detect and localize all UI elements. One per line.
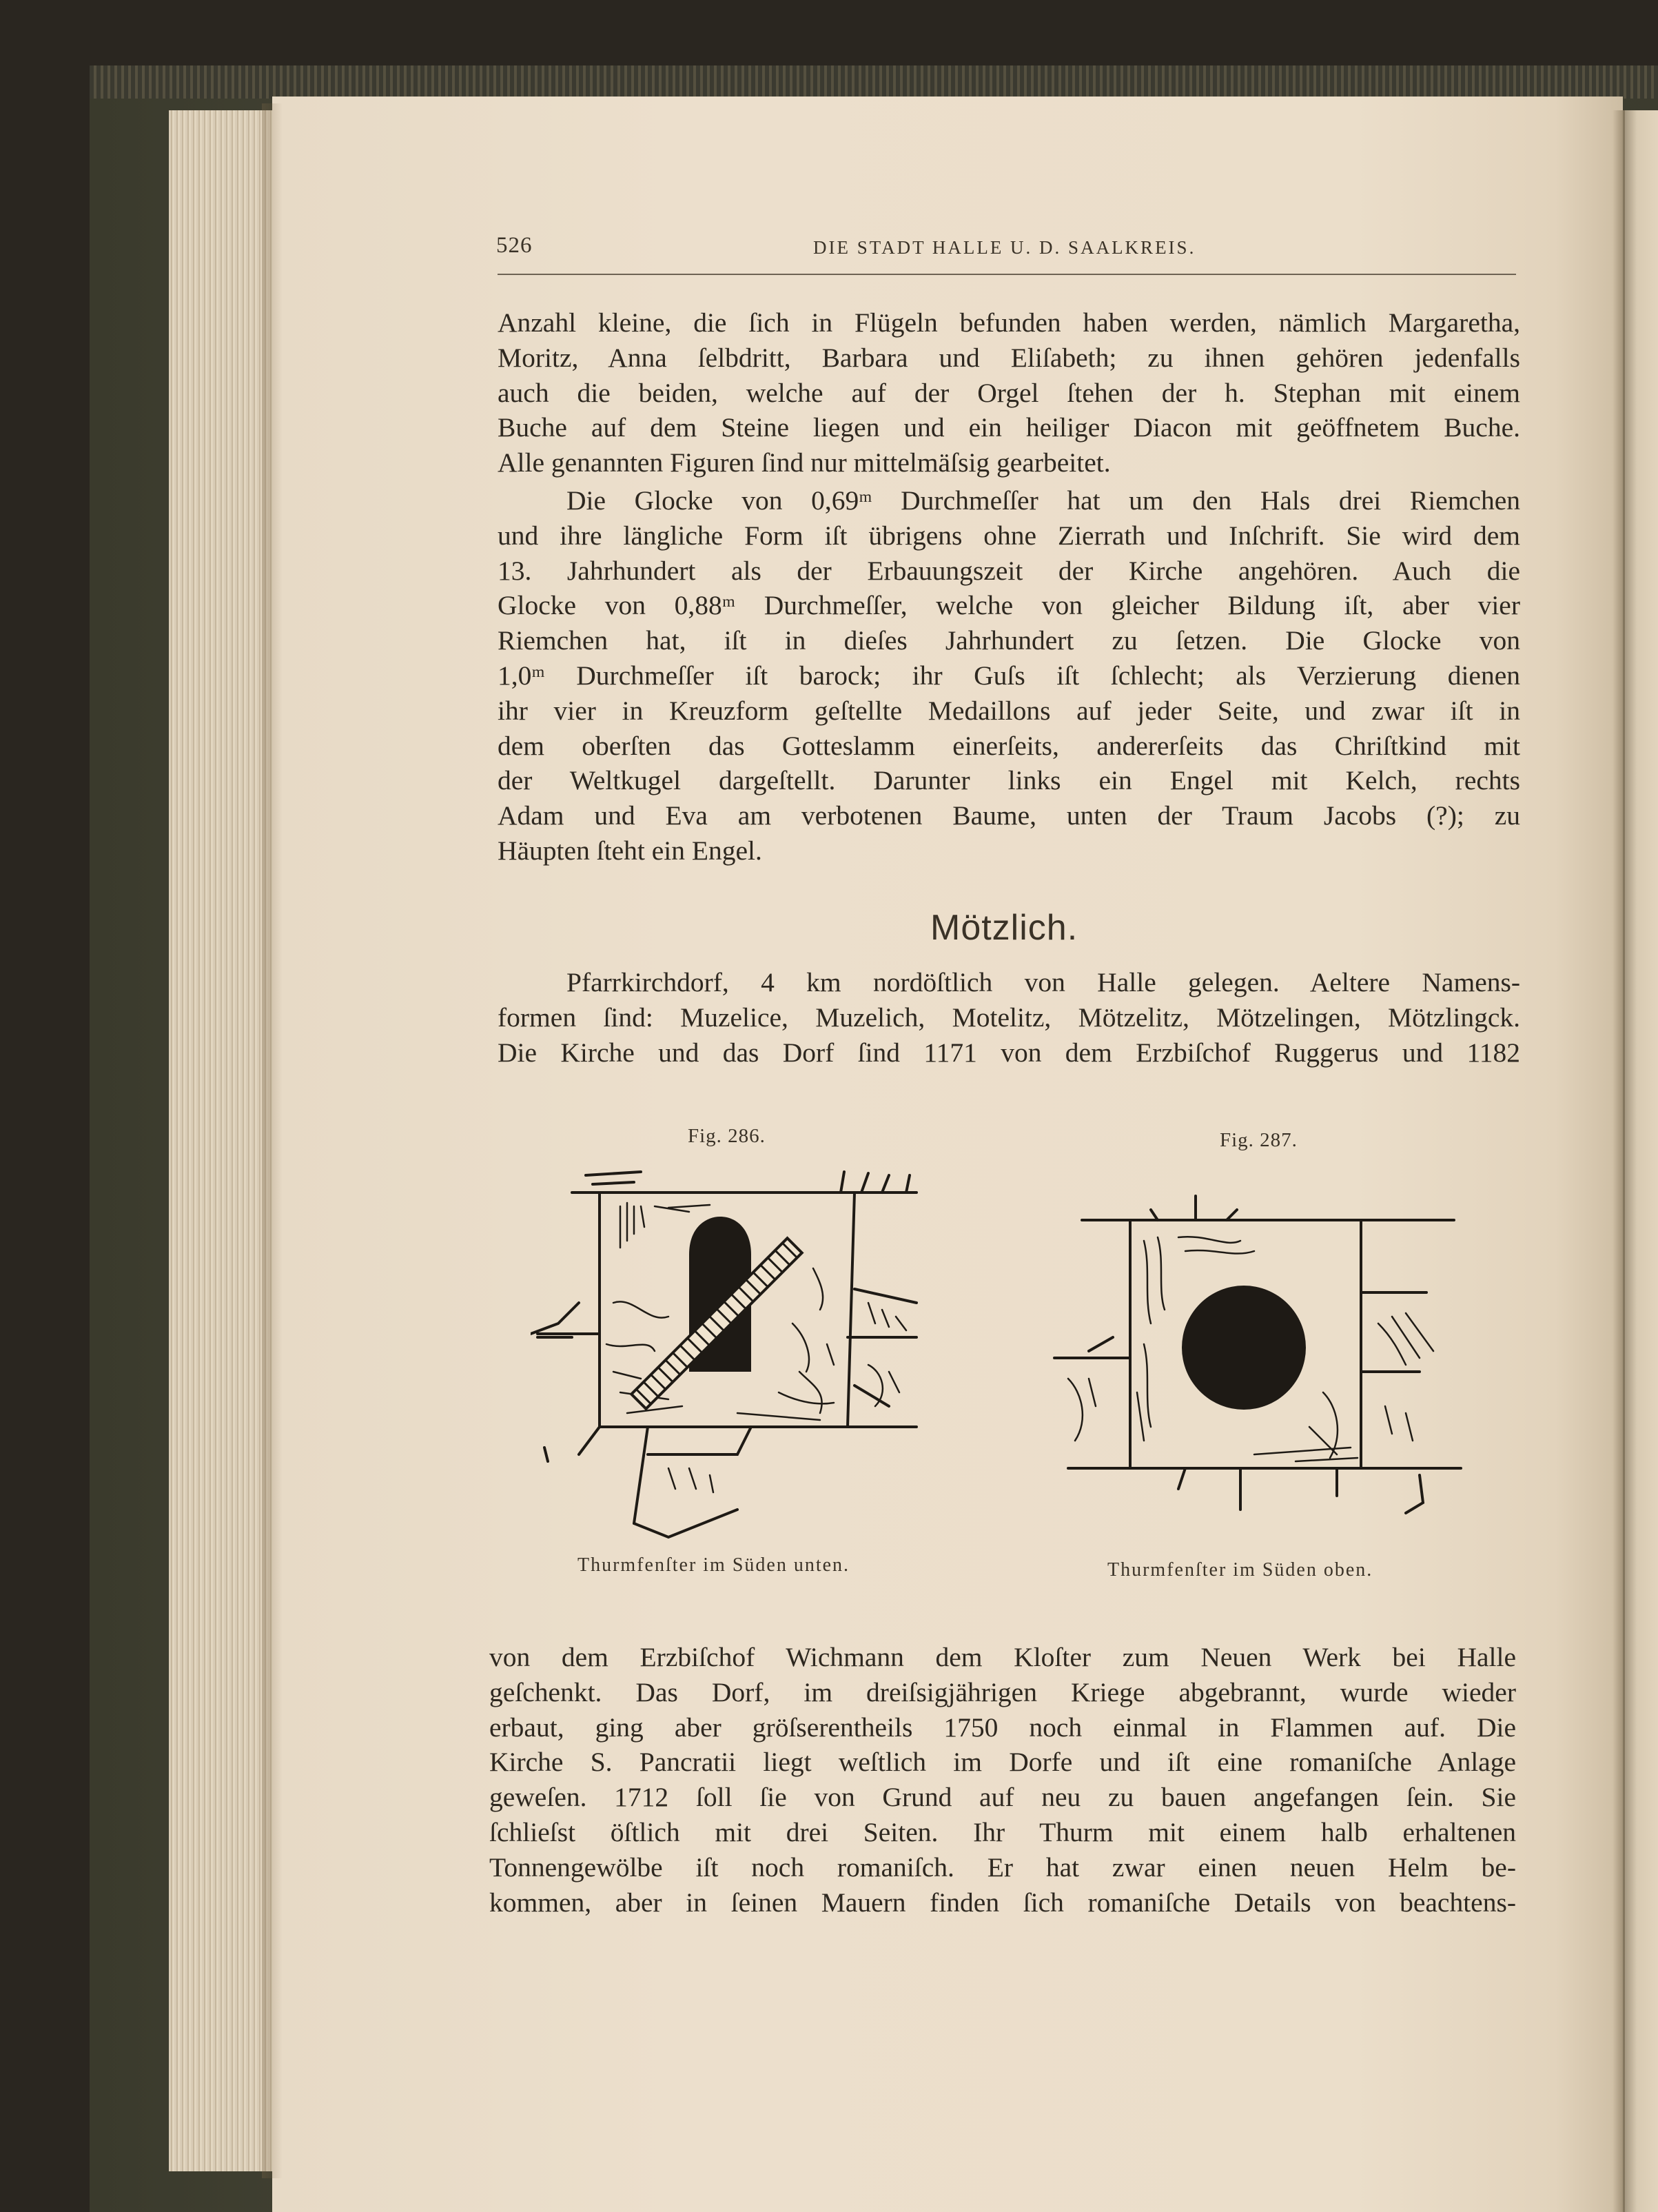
book-cover-top-edge	[90, 65, 1658, 99]
text-line: kommen, aber in ſeinen Mauern finden ſich romaniſche Details von beachtens-	[489, 1887, 1516, 1918]
text-line: ſchlieſst öſtlich mit drei Seiten. Ihr Thurm mit einem halb erhaltenen	[489, 1816, 1516, 1847]
page-gutter-shadow	[262, 103, 283, 2178]
text-line: ihr vier in Kreuzform geſtellte Medaillons auf jeder Seite, und zwar iſt in	[498, 695, 1520, 726]
text-line: Riemchen hat, iſt in dieſes Jahrhundert zu ſetzen. Die Glocke von	[498, 625, 1520, 656]
facing-page-sliver	[1623, 110, 1658, 2212]
figure-286-caption: Thurmfenſter im Süden unten.	[577, 1554, 850, 1576]
text-line: Die Glocke von 0,69ᵐ Durchmeſſer hat um den Hals drei Riemchen	[566, 485, 1520, 516]
figure-287-caption: Thurmfenſter im Süden oben.	[1107, 1559, 1373, 1581]
figure-287-label: Fig. 287.	[1220, 1129, 1298, 1151]
facing-page-shadow	[1613, 110, 1625, 2212]
text-line: Kirche S. Pancratii liegt weſtlich im Dorfe und iſt eine romaniſche Anlage	[489, 1747, 1516, 1778]
text-line: 13. Jahrhundert als der Erbauungszeit der Kirche angehören. Auch die	[498, 555, 1520, 586]
text-line: Tonnengewölbe iſt noch romaniſch. Er hat zwar einen neuen Helm be-	[489, 1851, 1516, 1883]
text-line: Moritz, Anna ſelbdritt, Barbara und Eliſabeth; zu ihnen gehören jedenfalls	[498, 342, 1520, 373]
text-line: Adam und Eva am verbotenen Baume, unten der Traum Jacobs (?); zu	[498, 800, 1520, 831]
text-line: Häupten ſteht ein Engel.	[498, 835, 762, 866]
paragraph-figures	[498, 305, 1520, 480]
section-heading: Mötzlich.	[930, 908, 1078, 948]
figure-286-window-illustration	[531, 1165, 944, 1544]
figure-286-label: Fig. 286.	[688, 1125, 766, 1147]
header-rule	[498, 274, 1516, 275]
text-line: Pfarrkirchdorf, 4 km nordöſtlich von Halle gelegen. Aeltere Namens-	[566, 967, 1520, 997]
paragraph-bells	[498, 483, 1520, 869]
text-line: der Weltkugel dargeſtellt. Darunter links ein Engel mit Kelch, rechts	[498, 765, 1520, 796]
text-line: und ihre längliche Form iſt übrigens ohne Zierrath und Inſchrift. Sie wird dem	[498, 520, 1520, 551]
text-line: Die Kirche und das Dorf ſind 1171 von dem Erzbiſchof Ruggerus und 1182	[498, 1037, 1520, 1068]
page-number: 526	[496, 233, 533, 258]
running-title: DIE STADT HALLE U. D. SAALKREIS.	[813, 237, 1196, 258]
running-header	[496, 233, 1516, 274]
paragraph-moetzlich-history	[489, 1640, 1516, 1920]
text-line: geweſen. 1712 ſoll ſie von Grund auf neu zu bauen angefangen ſein. Sie	[489, 1782, 1516, 1813]
text-line: von dem Erzbiſchof Wichmann dem Kloſter zum Neuen Werk bei Halle	[489, 1642, 1516, 1672]
text-line: dem oberſten das Gotteslamm einerſeits, andererſeits das Chriſtkind mit	[498, 730, 1520, 761]
figure-287-window-illustration	[1047, 1186, 1475, 1530]
text-line: Alle genannten Figuren ſind nur mittelmäſsig gearbeitet.	[498, 447, 1111, 478]
text-line: auch die beiden, welche auf der Orgel ſtehen der h. Stephan mit einem	[498, 377, 1520, 408]
text-line: Buche auf dem Steine liegen und ein heiliger Diacon mit geöffnetem Buche.	[498, 412, 1520, 443]
paragraph-moetzlich-intro	[498, 965, 1520, 1070]
stacked-page-edges	[169, 110, 274, 2171]
text-line: formen ſind: Muzelice, Muzelich, Motelitz, Mötzelitz, Mötzelingen, Mötzlingck.	[498, 1002, 1520, 1033]
text-line: Anzahl kleine, die ſich in Flügeln befunden haben werden, nämlich Margaretha,	[498, 307, 1520, 338]
text-line: erbaut, ging aber gröſserentheils 1750 noch einmal in Flammen auf. Die	[489, 1712, 1516, 1743]
text-line: 1,0ᵐ Durchmeſſer iſt barock; ihr Guſs iſt ſchlecht; als Verzierung dienen	[498, 660, 1520, 691]
text-line: Glocke von 0,88ᵐ Durchmeſſer, welche von gleicher Bildung iſt, aber vier	[498, 590, 1520, 621]
text-line: geſchenkt. Das Dorf, im dreiſsigjährigen Kriege abgebrannt, wurde wieder	[489, 1676, 1516, 1707]
